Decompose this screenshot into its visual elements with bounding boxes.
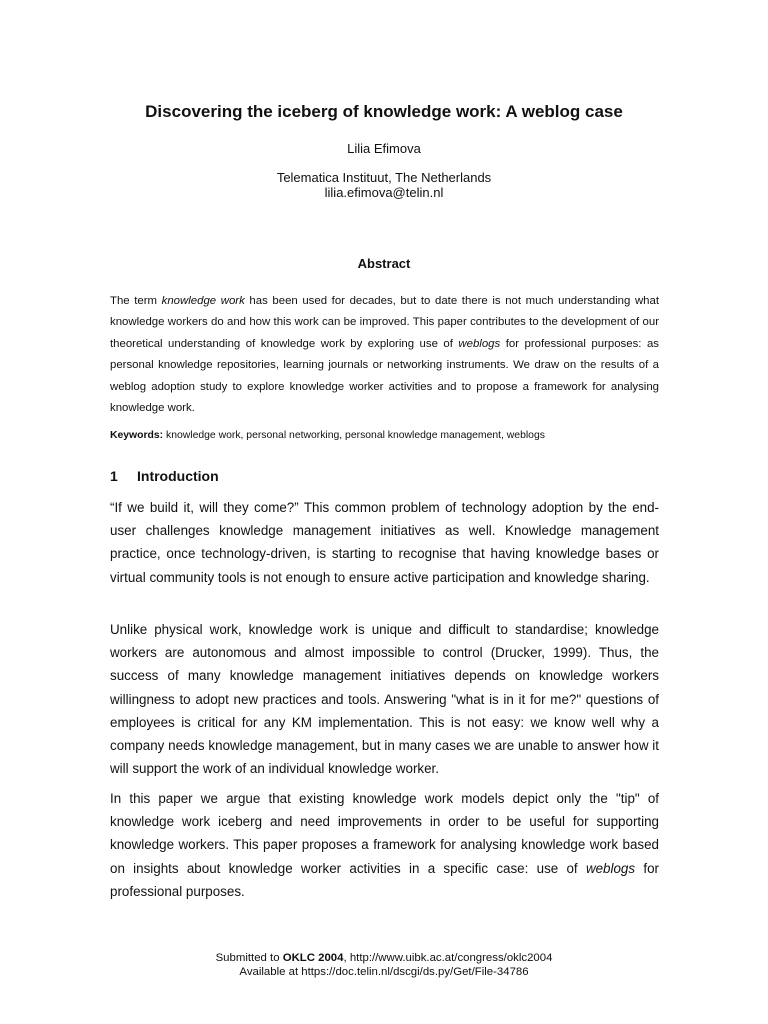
section-title: Introduction — [137, 468, 219, 484]
intro-paragraph-3: In this paper we argue that existing knowledge work models depict only the "tip" of knowledge work iceberg and need improvements in order to be useful for supporting knowledge workers. This paper proposes a framework for analysing knowledge work based on insights about knowledge worker activities in a specific case: use of weblogs for professional purposes. — [110, 791, 659, 899]
intro-paragraph-2: Unlike physical work, knowledge work is unique and difficult to standardise; knowledge workers are autonomous and almost impossible to control (Drucker, 1999). Thus, the success of many knowledge management initiatives depends on knowledge workers willingness to adopt new practices and tools. Answering "what is in it for me?" questions of employees is critical for any KM implementation. This is not easy: we know well why a company needs knowledge management, but in many cases we are unable to answer how it will support the work of an individual knowledge worker. — [110, 622, 659, 777]
author-name: Lilia Efimova — [347, 141, 421, 156]
footer-submitted: Submitted to OKLC 2004, http://www.uibk.ac.at/congress/oklc2004 — [215, 952, 553, 964]
abstract-term-knowledge-work: knowledge work — [161, 295, 245, 307]
section-heading-introduction — [110, 468, 219, 485]
keywords-line — [110, 429, 670, 443]
paper-title: Discovering the iceberg of knowledge work: A weblog case — [145, 102, 623, 121]
footer-available: Available at https://doc.telin.nl/dscgi/ds.py/Get/File-34786 — [239, 966, 529, 978]
section-number: 1 — [110, 468, 118, 484]
author-affiliation: Telematica Instituut, The Netherlands — [276, 170, 492, 185]
author-email: lilia.efimova@telin.nl — [324, 185, 444, 200]
keywords-label: Keywords: — [110, 430, 164, 441]
abstract-term-weblogs: weblogs — [458, 337, 501, 350]
conference-name: OKLC 2004 — [282, 952, 344, 964]
abstract-heading: Abstract — [357, 256, 411, 271]
term-weblogs: weblogs — [585, 860, 636, 876]
conference-url: , http://www.uibk.ac.at/congress/oklc2004 — [343, 952, 553, 964]
abstract-text: The term knowledge work has been used for decades, but to date there is not much understanding what knowledge workers do and how this work can be improved. This paper contributes to the development of our theoretical understanding of knowledge work by exploring use of weblogs for professional purposes: as personal knowledge repositories, learning journals or networking instruments. We draw on the results of a weblog adoption study to explore knowledge worker activities and to propose a framework for analysing knowledge work. — [110, 295, 660, 415]
intro-paragraph-1: “If we build it, will they come?” This common problem of technology adoption by the end-user challenges knowledge management initiatives as well. Knowledge management practice, once technology-driven, is starting to recognise that having knowledge bases or virtual community tools is not enough to ensure active participation and knowledge sharing. — [110, 500, 659, 585]
keywords-list: knowledge work, personal networking, personal knowledge management, weblogs — [163, 430, 545, 441]
